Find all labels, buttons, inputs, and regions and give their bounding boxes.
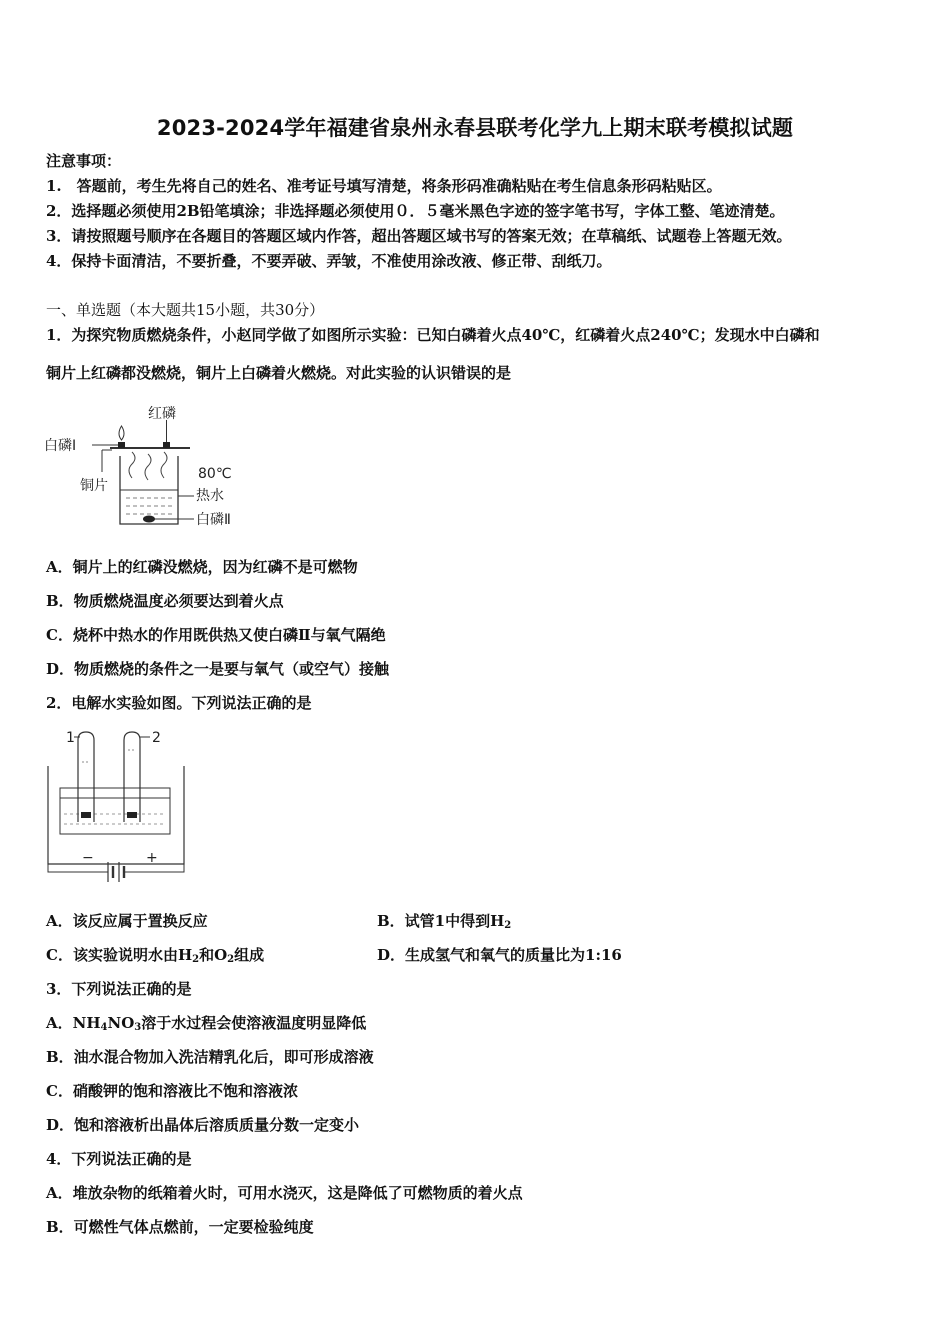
label-plus: + <box>146 850 158 866</box>
q2-option-b: B．试管1中得到$H_2$ <box>377 912 512 931</box>
water-tank <box>48 766 184 864</box>
test-tube-1 <box>78 732 94 822</box>
q2-option-c: C．该实验说明水由$H_2$和$O_2$组成 <box>46 946 265 965</box>
q1-option-c: C．烧杯中热水的作用既供热又使白磷Ⅱ与氧气隔绝 <box>46 626 386 644</box>
q2-option-d: D．生成氢气和氧气的质量比为1:16 <box>377 946 622 964</box>
q1-stem-line1: 1．为探究物质燃烧条件，小赵同学做了如图所示实验：已知白磷着火点40℃，红磷着火点240℃；发现水中白磷和 <box>46 326 820 344</box>
white-phosphorus-2 <box>143 516 155 523</box>
q4-option-b: B．可燃性气体点燃前，一定要检验纯度 <box>46 1218 314 1236</box>
section-heading: 一、单选题（本大题共15小题，共30分） <box>46 301 325 319</box>
q1-combustion-figure <box>40 398 270 536</box>
q2-option-a: A．该反应属于置换反应 <box>46 912 208 930</box>
label-copper-sheet: 铜片 <box>80 478 108 494</box>
notice-heading: 注意事项： <box>46 152 122 170</box>
q3-option-c: C．硝酸钾的饱和溶液比不饱和溶液浓 <box>46 1082 298 1100</box>
label-red-phosphorus: 红磷 <box>148 406 176 422</box>
inner-trough <box>60 788 170 834</box>
q1-option-d: D．物质燃烧的条件之一是要与氧气（或空气）接触 <box>46 660 390 678</box>
label-white-phosphorus-1: 白磷Ⅰ <box>44 438 77 454</box>
q1-stem-line2: 铜片上红磷都没燃烧，铜片上白磷着火燃烧。对此实验的认识错误的是 <box>46 364 512 382</box>
exam-title: 2023-2024学年福建省泉州永春县联考化学九上期末联考模拟试题 <box>156 116 794 140</box>
electrode-negative <box>81 812 91 818</box>
steam-curl <box>145 454 151 480</box>
test-tube-2 <box>124 732 140 822</box>
q3-option-b: B．油水混合物加入洗洁精乳化后，即可形成溶液 <box>46 1048 374 1066</box>
flame-icon <box>119 426 124 440</box>
label-white-phosphorus-2: 白磷Ⅱ <box>196 512 231 528</box>
label-tube-2: 2 <box>152 730 161 746</box>
white-phosphorus-1 <box>118 442 125 448</box>
steam-curl <box>161 452 167 478</box>
label-temperature: 80℃ <box>198 466 232 482</box>
q1-option-b: B．物质燃烧温度必须要达到着火点 <box>46 592 284 610</box>
q2-electrolysis-figure <box>42 722 192 888</box>
label-hot-water: 热水 <box>196 488 224 504</box>
notice-item-4: 4．保持卡面清洁，不要折叠，不要弄破、弄皱，不准使用涂改液、修正带、刮纸刀。 <box>46 252 612 270</box>
label-minus: − <box>82 850 94 866</box>
q4-stem: 4．下列说法正确的是 <box>46 1150 192 1168</box>
q3-option-a: A．$NH_4NO_3$溶于水过程会使溶液温度明显降低 <box>46 1014 367 1033</box>
q3-stem: 3．下列说法正确的是 <box>46 980 192 998</box>
notice-item-1: 1. 答题前，考生先将自己的姓名、准考证号填写清楚，将条形码准确粘贴在考生信息条形码粘贴区。 <box>46 177 722 195</box>
wire <box>48 864 108 872</box>
label-tube-1: 1 <box>66 730 75 746</box>
steam-curl <box>129 452 135 478</box>
notice-item-2: 2．选择题必须使用2B铅笔填涂；非选择题必须使用０．５毫米黑色字迹的签字笔书写，字体工整、笔迹清楚。 <box>46 202 785 220</box>
q4-option-a: A．堆放杂物的纸箱着火时，可用水浇灭，这是降低了可燃物质的着火点 <box>46 1184 523 1202</box>
q3-option-d: D．饱和溶液析出晶体后溶质质量分数一定变小 <box>46 1116 360 1134</box>
q2-stem: 2．电解水实验如图。下列说法正确的是 <box>46 694 312 712</box>
electrode-positive <box>127 812 137 818</box>
q1-option-a: A．铜片上的红磷没燃烧，因为红磷不是可燃物 <box>46 558 358 576</box>
red-phosphorus <box>163 442 170 448</box>
notice-item-3: 3．请按照题号顺序在各题目的答题区域内作答，超出答题区域书写的答案无效；在草稿纸、试题卷上答题无效。 <box>46 227 792 245</box>
